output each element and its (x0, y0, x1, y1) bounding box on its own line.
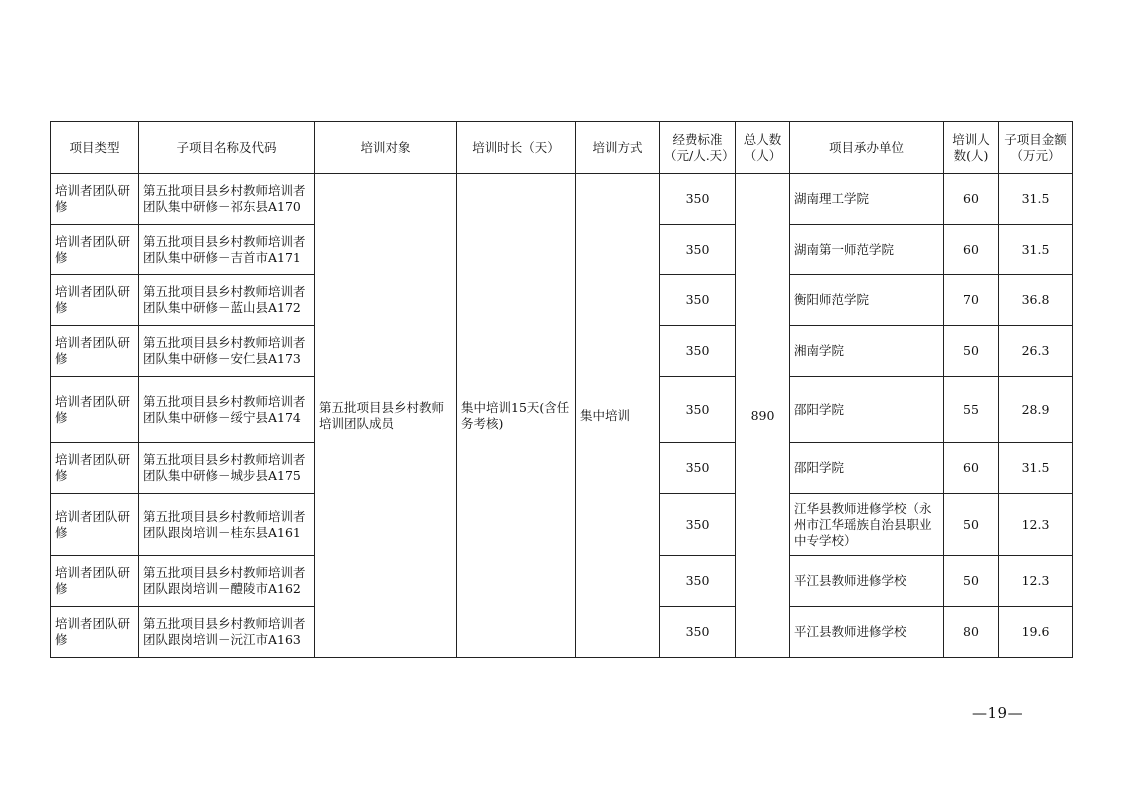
cell-subproject-name: 第五批项目县乡村教师培训者团队集中研修－吉首市A171 (139, 225, 315, 275)
cell-total-people: 890 (736, 174, 790, 658)
cell-project-type: 培训者团队研修 (51, 377, 139, 443)
cell-project-type: 培训者团队研修 (51, 494, 139, 556)
cell-subproject-amount: 31.5 (999, 174, 1073, 225)
header-host-unit: 项目承办单位 (790, 122, 944, 174)
cell-trainee-count: 50 (944, 556, 999, 607)
cell-project-type: 培训者团队研修 (51, 443, 139, 494)
header-project-type: 项目类型 (51, 122, 139, 174)
cell-trainee-count: 80 (944, 607, 999, 658)
cell-subproject-name: 第五批项目县乡村教师培训者团队集中研修－城步县A175 (139, 443, 315, 494)
cell-fee-standard: 350 (660, 494, 736, 556)
cell-fee-standard: 350 (660, 377, 736, 443)
cell-host-unit: 邵阳学院 (790, 443, 944, 494)
header-total-people: 总人数（人） (736, 122, 790, 174)
cell-subproject-name: 第五批项目县乡村教师培训者团队集中研修－蓝山县A172 (139, 275, 315, 326)
cell-subproject-name: 第五批项目县乡村教师培训者团队跟岗培训－桂东县A161 (139, 494, 315, 556)
cell-training-duration: 集中培训15天(含任务考核) (457, 174, 576, 658)
cell-host-unit: 湘南学院 (790, 326, 944, 377)
cell-subproject-amount: 31.5 (999, 225, 1073, 275)
cell-subproject-name: 第五批项目县乡村教师培训者团队集中研修－祁东县A170 (139, 174, 315, 225)
cell-project-type: 培训者团队研修 (51, 326, 139, 377)
cell-project-type: 培训者团队研修 (51, 556, 139, 607)
cell-host-unit: 湖南第一师范学院 (790, 225, 944, 275)
cell-subproject-name: 第五批项目县乡村教师培训者团队集中研修－安仁县A173 (139, 326, 315, 377)
cell-training-method: 集中培训 (576, 174, 660, 658)
project-table (50, 121, 1073, 658)
cell-host-unit: 邵阳学院 (790, 377, 944, 443)
cell-subproject-amount: 19.6 (999, 607, 1073, 658)
cell-subproject-amount: 26.3 (999, 326, 1073, 377)
cell-project-type: 培训者团队研修 (51, 275, 139, 326)
cell-host-unit: 平江县教师进修学校 (790, 556, 944, 607)
cell-subproject-amount: 12.3 (999, 556, 1073, 607)
cell-fee-standard: 350 (660, 443, 736, 494)
header-training-duration: 培训时长（天） (457, 122, 576, 174)
cell-subproject-amount: 36.8 (999, 275, 1073, 326)
table-row (51, 174, 1073, 225)
header-training-target: 培训对象 (315, 122, 457, 174)
cell-project-type: 培训者团队研修 (51, 174, 139, 225)
cell-fee-standard: 350 (660, 607, 736, 658)
cell-fee-standard: 350 (660, 225, 736, 275)
cell-trainee-count: 60 (944, 225, 999, 275)
cell-project-type: 培训者团队研修 (51, 225, 139, 275)
cell-fee-standard: 350 (660, 275, 736, 326)
cell-fee-standard: 350 (660, 326, 736, 377)
cell-subproject-amount: 28.9 (999, 377, 1073, 443)
cell-trainee-count: 60 (944, 174, 999, 225)
cell-host-unit: 湖南理工学院 (790, 174, 944, 225)
header-subproject-amount: 子项目金额（万元） (999, 122, 1073, 174)
cell-subproject-name: 第五批项目县乡村教师培训者团队跟岗培训－醴陵市A162 (139, 556, 315, 607)
cell-training-target: 第五批项目县乡村教师培训团队成员 (315, 174, 457, 658)
cell-fee-standard: 350 (660, 556, 736, 607)
cell-fee-standard: 350 (660, 174, 736, 225)
cell-host-unit: 江华县教师进修学校（永州市江华瑶族自治县职业中专学校） (790, 494, 944, 556)
cell-host-unit: 衡阳师范学院 (790, 275, 944, 326)
header-fee-standard: 经费标准（元/人.天） (660, 122, 736, 174)
cell-trainee-count: 50 (944, 326, 999, 377)
cell-trainee-count: 60 (944, 443, 999, 494)
cell-subproject-name: 第五批项目县乡村教师培训者团队集中研修－绥宁县A174 (139, 377, 315, 443)
cell-trainee-count: 70 (944, 275, 999, 326)
cell-trainee-count: 55 (944, 377, 999, 443)
cell-subproject-amount: 12.3 (999, 494, 1073, 556)
cell-project-type: 培训者团队研修 (51, 607, 139, 658)
table-header-row (51, 122, 1073, 174)
cell-subproject-amount: 31.5 (999, 443, 1073, 494)
cell-trainee-count: 50 (944, 494, 999, 556)
header-trainee-count: 培训人数(人) (944, 122, 999, 174)
header-training-method: 培训方式 (576, 122, 660, 174)
cell-subproject-name: 第五批项目县乡村教师培训者团队跟岗培训－沅江市A163 (139, 607, 315, 658)
cell-host-unit: 平江县教师进修学校 (790, 607, 944, 658)
page-number: —19— (972, 704, 1024, 722)
header-subproject-name: 子项目名称及代码 (139, 122, 315, 174)
